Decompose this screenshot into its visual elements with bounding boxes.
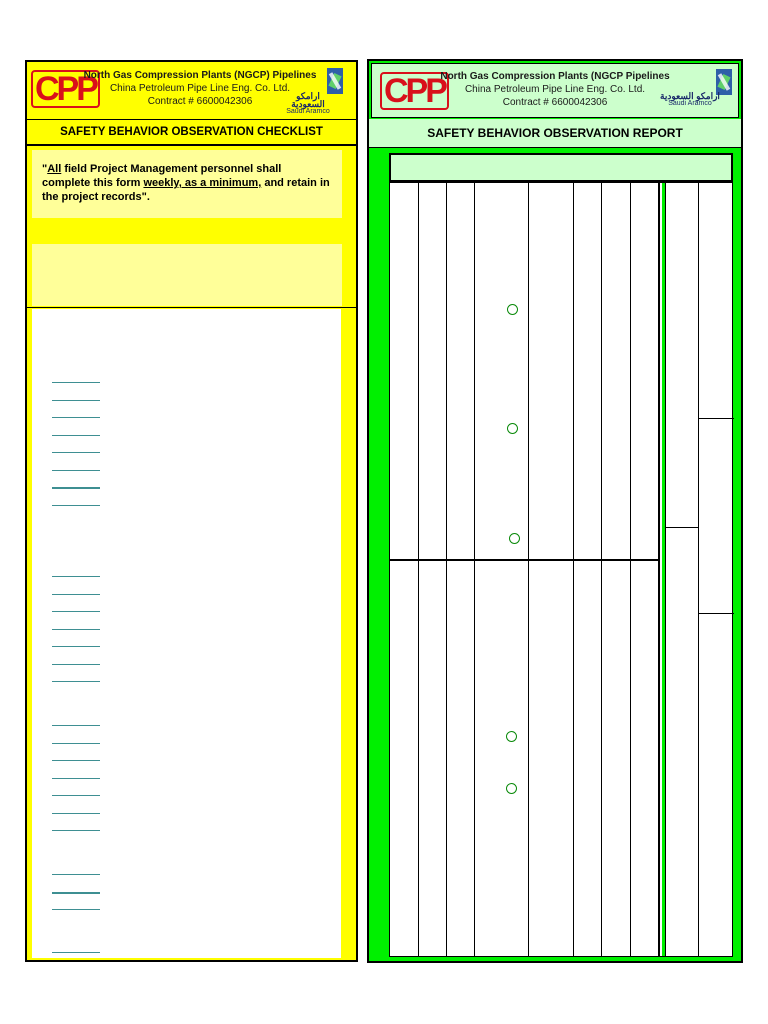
blank-line[interactable] bbox=[52, 646, 100, 647]
grid-row-divider bbox=[698, 418, 734, 419]
aramco-wordmark bbox=[660, 92, 720, 108]
blank-line[interactable] bbox=[52, 830, 100, 831]
blank-line[interactable] bbox=[52, 576, 100, 577]
grid-column-divider bbox=[446, 183, 447, 956]
blank-line[interactable] bbox=[52, 743, 100, 744]
checklist-panel bbox=[25, 60, 358, 962]
grid-row-divider bbox=[665, 527, 698, 528]
blank-line[interactable] bbox=[52, 629, 100, 630]
cpp-logo-text: CPP bbox=[380, 72, 449, 110]
grid-section-divider bbox=[658, 183, 660, 956]
note-weekly: weekly, as a minimum, bbox=[143, 177, 262, 189]
blank-line[interactable] bbox=[52, 795, 100, 796]
grid-column-divider bbox=[474, 183, 475, 956]
checklist-body bbox=[32, 309, 341, 958]
aramco-logo bbox=[317, 68, 353, 95]
radio-option[interactable] bbox=[507, 304, 518, 315]
blank-line[interactable] bbox=[52, 760, 100, 761]
divider bbox=[27, 307, 356, 308]
instruction-note bbox=[32, 150, 342, 218]
blank-line[interactable] bbox=[52, 417, 100, 418]
contract-number: Contract # 6600042306 bbox=[147, 96, 253, 107]
blank-line[interactable] bbox=[52, 435, 100, 436]
radio-option[interactable] bbox=[506, 731, 517, 742]
blank-line[interactable] bbox=[52, 874, 100, 875]
blank-line[interactable] bbox=[52, 909, 100, 910]
checklist-header bbox=[27, 62, 356, 120]
radio-option[interactable] bbox=[507, 423, 518, 434]
grid-column-divider bbox=[630, 183, 631, 956]
grid-section-divider bbox=[665, 183, 666, 956]
blank-line[interactable] bbox=[52, 452, 100, 453]
report-grid bbox=[389, 182, 733, 957]
contract-number: Contract # 6600042306 bbox=[502, 97, 608, 108]
aramco-arabic: ارامكو السعودية bbox=[291, 91, 325, 109]
cpp-logo-text: CPP bbox=[31, 70, 100, 108]
aramco-english: Saudi Aramco bbox=[286, 108, 330, 115]
note-end: and retain in the project records". bbox=[42, 177, 330, 203]
blank-line[interactable] bbox=[52, 611, 100, 612]
blank-line[interactable] bbox=[52, 778, 100, 779]
blank-line[interactable] bbox=[52, 952, 100, 953]
radio-option[interactable] bbox=[506, 783, 517, 794]
report-panel bbox=[367, 59, 743, 963]
grid-column-divider bbox=[418, 183, 419, 956]
blank-line[interactable] bbox=[52, 725, 100, 726]
grid-column-divider bbox=[698, 183, 699, 956]
grid-column-divider bbox=[528, 183, 529, 956]
report-title: SAFETY BEHAVIOR OBSERVATION REPORT bbox=[369, 119, 741, 148]
report-header bbox=[371, 63, 739, 118]
report-info-bar[interactable] bbox=[389, 153, 733, 182]
note-quote-open: " bbox=[42, 163, 48, 175]
aramco-wordmark bbox=[283, 92, 333, 116]
aramco-english: Saudi Aramco bbox=[668, 100, 712, 107]
aramco-emblem-icon bbox=[327, 68, 343, 94]
blank-line[interactable] bbox=[52, 813, 100, 814]
blank-line[interactable] bbox=[52, 487, 100, 489]
note-all: All bbox=[47, 163, 62, 175]
project-info bbox=[430, 70, 680, 109]
checklist-title: SAFETY BEHAVIOR OBSERVATION CHECKLIST bbox=[27, 120, 356, 146]
company-name: China Petroleum Pipe Line Eng. Co. Ltd. bbox=[464, 84, 646, 95]
note-body: field Project Management personnel shall complete this form bbox=[42, 163, 282, 189]
project-name: North Gas Compression Plants (NGCP Pipelines bbox=[440, 71, 670, 82]
blank-line[interactable] bbox=[52, 470, 100, 471]
blank-line[interactable] bbox=[52, 400, 100, 401]
info-box bbox=[32, 244, 342, 306]
grid-column-divider bbox=[601, 183, 602, 956]
blank-line[interactable] bbox=[52, 892, 100, 894]
blank-line[interactable] bbox=[52, 594, 100, 595]
aramco-arabic: ارامكو السعودية bbox=[660, 91, 720, 101]
blank-line[interactable] bbox=[52, 681, 100, 682]
blank-line[interactable] bbox=[52, 382, 100, 383]
blank-line[interactable] bbox=[52, 505, 100, 506]
grid-row-divider bbox=[390, 559, 660, 561]
radio-option[interactable] bbox=[509, 533, 520, 544]
company-name: China Petroleum Pipe Line Eng. Co. Ltd. bbox=[109, 83, 291, 94]
grid-column-divider bbox=[573, 183, 574, 956]
grid-row-divider bbox=[698, 613, 734, 614]
blank-line[interactable] bbox=[52, 664, 100, 665]
project-name: North Gas Compression Plants (NGCP) Pipelines bbox=[83, 70, 317, 81]
